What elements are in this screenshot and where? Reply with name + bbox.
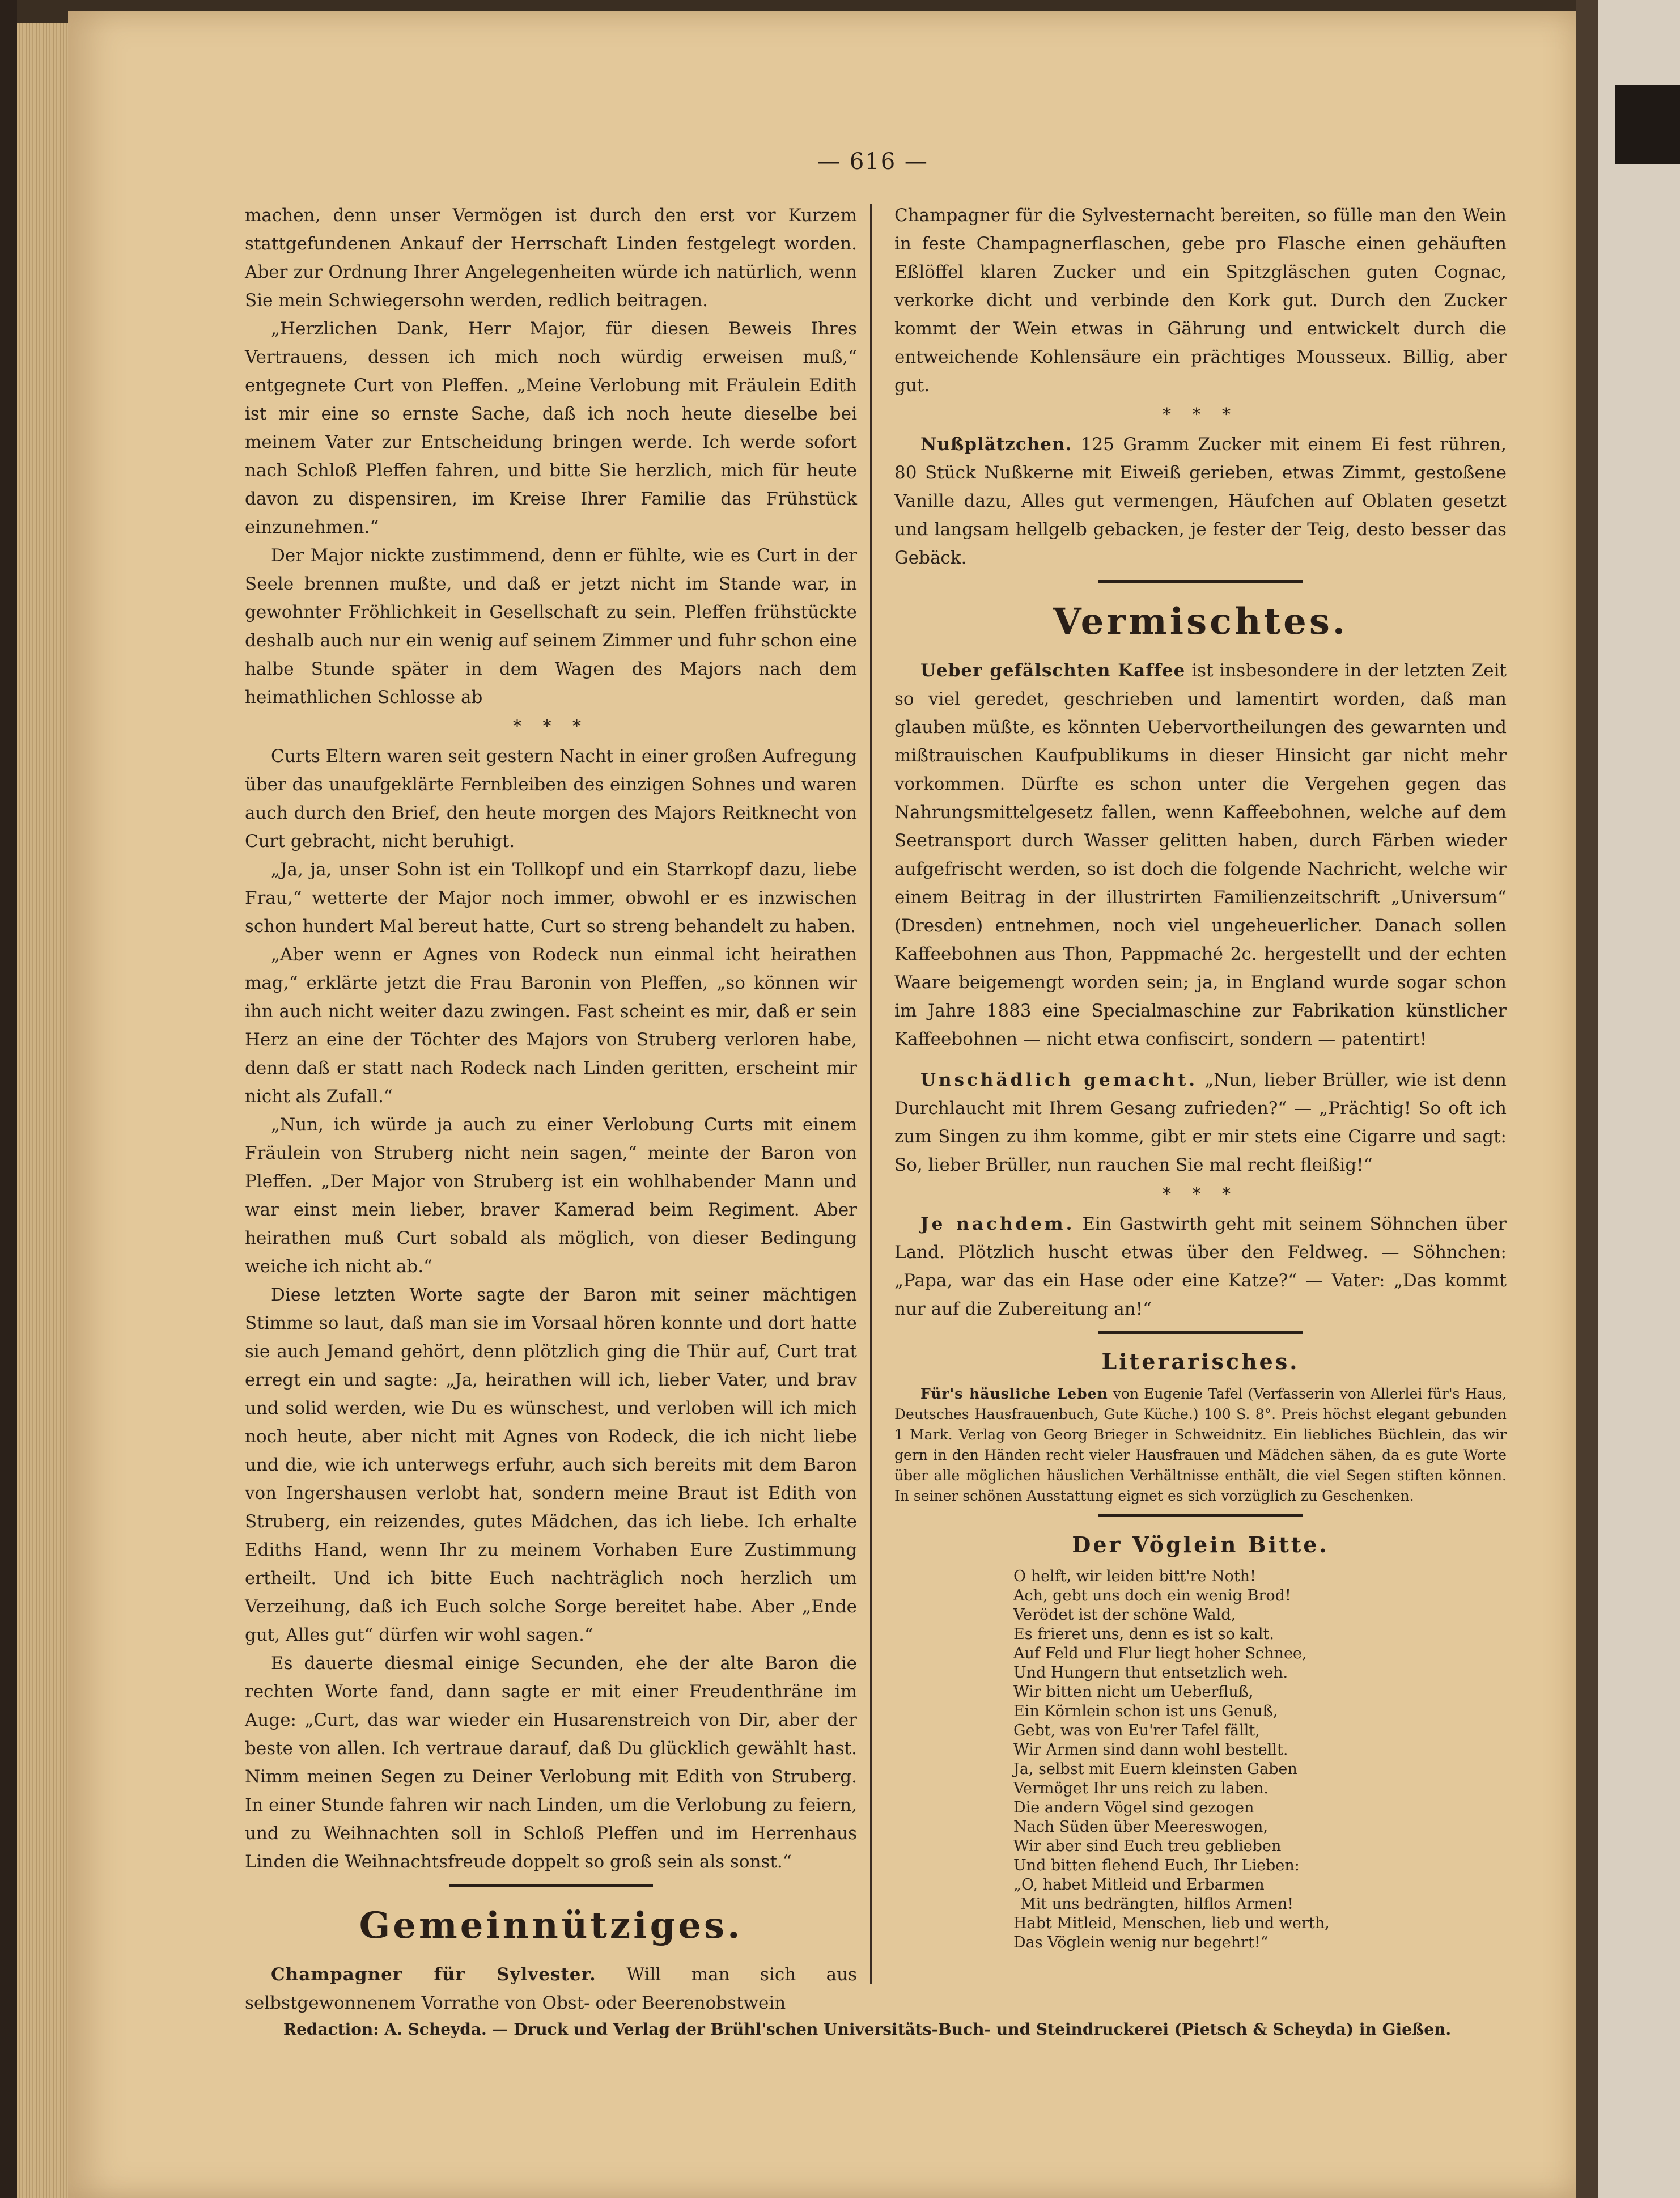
poem-line: Verödet ist der schöne Wald, — [1013, 1606, 1236, 1624]
article-lead: Je nachdem. — [920, 1214, 1075, 1234]
divider-rule — [449, 1884, 653, 1887]
article-lead: Nußplätzchen. — [920, 434, 1072, 455]
paragraph: Es dauerte diesmal einige Secunden, ehe der alte Baron die rechten Worte fand, dann sagte er mit einer Freudenthräne im Auge: „Curt, das war wieder ein Husarenstreich von Dir, aber der beste von allen. Ich vertraue darauf, daß Du glücklich gewählt hast. Nimm meinen Segen zu Deiner Verlobung mit Edith von Struberg. In einer Stunde fahren wir nach Linden, um die Verlobung zu feiern, und zu Weihnachten soll in Schloß Pleffen und im Herrenhaus Linden die Weihnachtsfreude doppelt so groß sein als sonst.“ — [245, 1653, 857, 1872]
poem-line: „O, habet Mitleid und Erbarmen — [1013, 1876, 1265, 1894]
section-title-literarisches: Literarisches. — [1101, 1349, 1300, 1374]
poem-line: O helft, wir leiden bitt're Noth! — [1013, 1568, 1256, 1585]
divider-rule — [1098, 1514, 1303, 1517]
poem-title: Der Vöglein Bitte. — [1072, 1532, 1329, 1557]
divider-rule — [1098, 580, 1303, 583]
book-cover-right — [1576, 0, 1680, 2198]
paragraph: Diese letzten Worte sagte der Baron mit seiner mächtigen Stimme so laut, daß man sie im Vorsaal hören konnte und dort hatte sie auch Jemand gehört, denn plötzlich ging die Thür auf, Curt trat erregt ein und sagte: „Ja, heirathen will ich, lieber Vater, und brav und solid werden, wie Du es wünschest, und verloben will ich mich noch heute, aber nicht mit Agnes von Rodeck, die ich nicht liebe und die, wie ich unterwegs erfuhr, auch sich bereits mit dem Baron von Ingershausen verlobt hat, sondern meine Braut ist Edith von Struberg, ein reizendes, gutes Mädchen, das ich liebe. Ich erhalte Ediths Hand, wenn Ihr zu meinem Vorhaben Eure Zustimmung ertheilt. Und ich bitte Euch nachträglich noch herzlich um Verzeihung, daß ich Euch solche Sorge bereitet habe. Aber „Ende gut, Alles gut“ dürfen wir wohl sagen.“ — [245, 1285, 857, 1645]
separator-stars: * * * — [1162, 405, 1239, 425]
section-title-vermischtes: Vermischtes. — [1053, 600, 1348, 643]
separator-stars: * * * — [512, 717, 589, 736]
paragraph: „Nun, ich würde ja auch zu einer Verlobung Curts mit einem Fräulein von Struberg nicht nein sagen,“ meinte der Baron von Pleffen. „Der Major von Struberg ist ein wohlhabender Mann und war einst mein lieber, braver Kamerad beim Regiment. Aber heirathen muß Curt sobald als möglich, von dieser Bedingung weiche ich nicht ab.“ — [245, 1115, 857, 1277]
poem-line: Und Hungern thut entsetzlich weh. — [1013, 1664, 1288, 1682]
poem-line: Ach, gebt uns doch ein wenig Brod! — [1013, 1587, 1291, 1604]
literary-text — [894, 1384, 1507, 1506]
paragraph: machen, denn unser Vermögen ist durch den erst vor Kurzem stattgefundenen Ankauf der Herrschaft Linden festgelegt worden. Aber zur Ordnung Ihrer Angelegenheiten würde ich natürlich, wenn Sie mein Schwiegersohn werden, redlich beitragen. — [245, 205, 857, 311]
paragraph: „Herzlichen Dank, Herr Major, für diesen Beweis Ihres Vertrauens, dessen ich mich noch würdig erweisen muß,“ entgegnete Curt von Pleffen. „Meine Verlobung mit Fräulein Edith ist mir eine so ernste Sache, daß ich noch heute dieselbe bei meinem Vater zur Entscheidung bringen werde. Ich werde sofort nach Schloß Pleffen fahren, und bitte Sie herzlich, mich für heute davon zu dispensiren, im Kreise Ihrer Familie das Frühstück einzunehmen.“ — [245, 319, 857, 537]
article-champagne — [245, 1960, 857, 2017]
paragraph: Champagner für die Sylvesternacht bereiten, so fülle man den Wein in feste Champagnerflaschen, gebe pro Flasche einen gehäuften Eßlöffel klaren Zucker und ein Spitzgläschen guten Cognac, verkorke dicht und verbinde den Kork gut. Durch den Zucker kommt der Wein etwas in Gährung und entwickelt durch die entweichende Kohlensäure ein prächtiges Mousseux. Billig, aber gut. — [894, 205, 1507, 396]
literary-notice — [894, 1384, 1507, 1506]
column-divider — [870, 204, 872, 1984]
section-title-gemeinnuetziges: Gemeinnütziges. — [359, 1904, 743, 1947]
poem-line: Auf Feld und Flur liegt hoher Schnee, — [1013, 1645, 1307, 1662]
poem-line: Habt Mitleid, Menschen, lieb und werth, — [1013, 1915, 1330, 1932]
poem-line: Ein Körnlein schon ist uns Genuß, — [1013, 1703, 1278, 1720]
article-text: ist insbesondere in der letzten Zeit so viel geredet, geschrieben und lamentirt worden, daß man glauben müßte, es könnten Uebervortheilungen des gewarnten und mißtrauischen Kaufpublikums in dieser Hinsicht gar nicht mehr vorkommen. Dürfte es schon unter die Vergehen gegen das Nahrungsmittelgesetz fallen, wenn Kaffeebohnen, welche auf dem Seetransport durch Wasser gelitten haben, durch Färben wieder aufgefrischt werden, so ist doch die folgende Nachricht, welche wir einem Beitrag in der illustrirten Familienzeitschrift „Universum“ (Dresden) entnehmen, noch viel ungeheuerlicher. Danach sollen Kaffeebohnen aus Thon, Pappmaché 2c. hergestellt und der echten Waare beigemengt worden sein; ja, in England wurde sogar schon im Jahre 1883 eine Specialmaschine zur Fabrikation künstlicher Kaffeebohnen — nicht etwa confiscirt, sondern — patentirt! — [894, 660, 1507, 1049]
poem-line: Wir bitten nicht um Ueberfluß, — [1013, 1683, 1254, 1701]
paragraph: Der Major nickte zustimmend, denn er fühlte, wie es Curt in der Seele brennen mußte, und daß er jetzt nicht im Stande war, in gewohnter Fröhlichkeit in Gesellschaft zu sein. Pleffen frühstückte deshalb auch nur ein wenig auf seinem Zimmer und fuhr schon eine halbe Stunde später in dem Wagen des Majors nach dem heimathlichen Schlosse ab — [245, 545, 857, 708]
poem-line: Wir aber sind Euch treu geblieben — [1013, 1837, 1282, 1855]
poem-line: Es frieret uns, denn es ist so kalt. — [1013, 1625, 1274, 1643]
article-text: Ein Gastwirth geht mit seinem Söhnchen über Land. Plötzlich huscht etwas über den Feldweg. — Söhnchen: „Papa, war das ein Hase oder eine Katze?“ — Vater: „Das kommt nur auf die Zubereitung an!“ — [894, 1214, 1507, 1319]
article-je-nachdem — [894, 1210, 1507, 1323]
article-lead: Unschädlich gemacht. — [920, 1070, 1198, 1090]
cover-spine — [1576, 0, 1598, 2198]
poem-line: Vermöget Ihr uns reich zu laben. — [1013, 1780, 1269, 1797]
poem — [894, 1567, 1507, 1953]
spacer — [894, 1053, 1507, 1066]
poem-line: Das Vöglein wenig nur begehrt!“ — [1013, 1934, 1269, 1951]
book-title: Für's häusliche Leben — [920, 1386, 1108, 1402]
poem-line: Die andern Vögel sind gezogen — [1013, 1799, 1254, 1816]
poem-line: Und bitten flehend Euch, Ihr Lieben: — [1013, 1857, 1300, 1874]
imprint-footer: Redaction: A. Scheyda. — Druck und Verlag der Brühl'schen Universitäts-Buch- und Steindruckerei (Pietsch & Scheyda) in Gießen. — [283, 2020, 1452, 2039]
page-edges — [17, 23, 68, 2198]
article-text: 125 Gramm Zucker mit einem Ei fest rühren, 80 Stück Nußkerne mit Eiweiß gerieben, etwas Zimmt, gestoßene Vanille dazu, Alles gut vermengen, Häufchen auf Oblaten gesetzt und langsam hellgelb gebacken, je fester der Teig, desto besser das Gebäck. — [894, 434, 1507, 568]
article-kaffee — [894, 657, 1507, 1053]
left-column — [245, 201, 857, 2017]
poem-line: Gebt, was von Eu'rer Tafel fällt, — [1013, 1722, 1260, 1739]
article-nussplaetzchen — [894, 430, 1507, 572]
article-lead: Ueber gefälschten Kaffee — [920, 660, 1186, 681]
poem-line: Nach Süden über Meereswogen, — [1013, 1818, 1269, 1836]
page-number: — 616 — — [817, 149, 928, 175]
poem-line: Mit uns bedrängten, hilflos Armen! — [1020, 1895, 1294, 1913]
right-column — [894, 201, 1507, 1953]
separator-stars: * * * — [1162, 1184, 1239, 1204]
paragraph: Curts Eltern waren seit gestern Nacht in einer großen Aufregung über das unaufgeklärte Fernbleiben des einzigen Sohnes und waren auch durch den Brief, den heute morgen des Majors Reitknecht von Curt gebracht, nicht beruhigt. — [245, 746, 857, 852]
cover-corner — [1615, 85, 1680, 164]
paragraph: „Aber wenn er Agnes von Rodeck nun einmal icht heirathen mag,“ erklärte jetzt die Frau Baronin von Pleffen, „so können wir ihn auch nicht weiter dazu zwingen. Fast scheint es mir, daß er sein Herz an eine der Töchter des Majors von Struberg verloren habe, denn daß er statt nach Rodeck nach Linden geritten, erscheint mir nicht als Zufall.“ — [245, 945, 857, 1107]
paragraph: „Ja, ja, unser Sohn ist ein Tollkopf und ein Starrkopf dazu, liebe Frau,“ wetterte der Major noch immer, obwohl er es inzwischen schon hundert Mal bereut hatte, Curt so streng behandelt zu haben. — [245, 859, 857, 937]
divider-rule — [1098, 1331, 1303, 1334]
article-unschaedlich — [894, 1066, 1507, 1179]
article-text: von Eugenie Tafel (Verfasserin von Allerlei für's Haus, Deutsches Hausfrauenbuch, Gute Küche.) 100 S. 8°. Preis höchst elegant gebunden 1 Mark. Verlag von Georg Brieger in Schweidnitz. Ein liebliches Büchlein, das wir gern in den Händen recht vieler Hausfrauen und Mädchen sähen, da es gute Worte über alle möglichen häuslichen Verhältnisse enthält, die viel Segen stiften können. In seiner schönen Ausstattung eignet es sich vorzüglich zu Geschenken. — [894, 1386, 1507, 1504]
poem-line: Ja, selbst mit Euern kleinsten Gaben — [1013, 1760, 1297, 1778]
article-text: „Nun, lieber Brüller, wie ist denn Durchlaucht mit Ihrem Gesang zufrieden?“ — „Prächtig! So oft ich zum Singen zu ihm komme, gibt er mir stets eine Cigarre und sagt: So, lieber Brüller, nun rauchen Sie mal recht fleißig!“ — [894, 1070, 1507, 1175]
poem-line: Wir Armen sind dann wohl bestellt. — [1013, 1741, 1288, 1759]
article-text: Will man sich aus selbstgewonnenem Vorrathe von Obst- oder Beerenobstwein — [245, 1964, 857, 2013]
book-binding — [0, 0, 17, 2198]
article-lead: Champagner für Sylvester. — [271, 1964, 596, 1985]
